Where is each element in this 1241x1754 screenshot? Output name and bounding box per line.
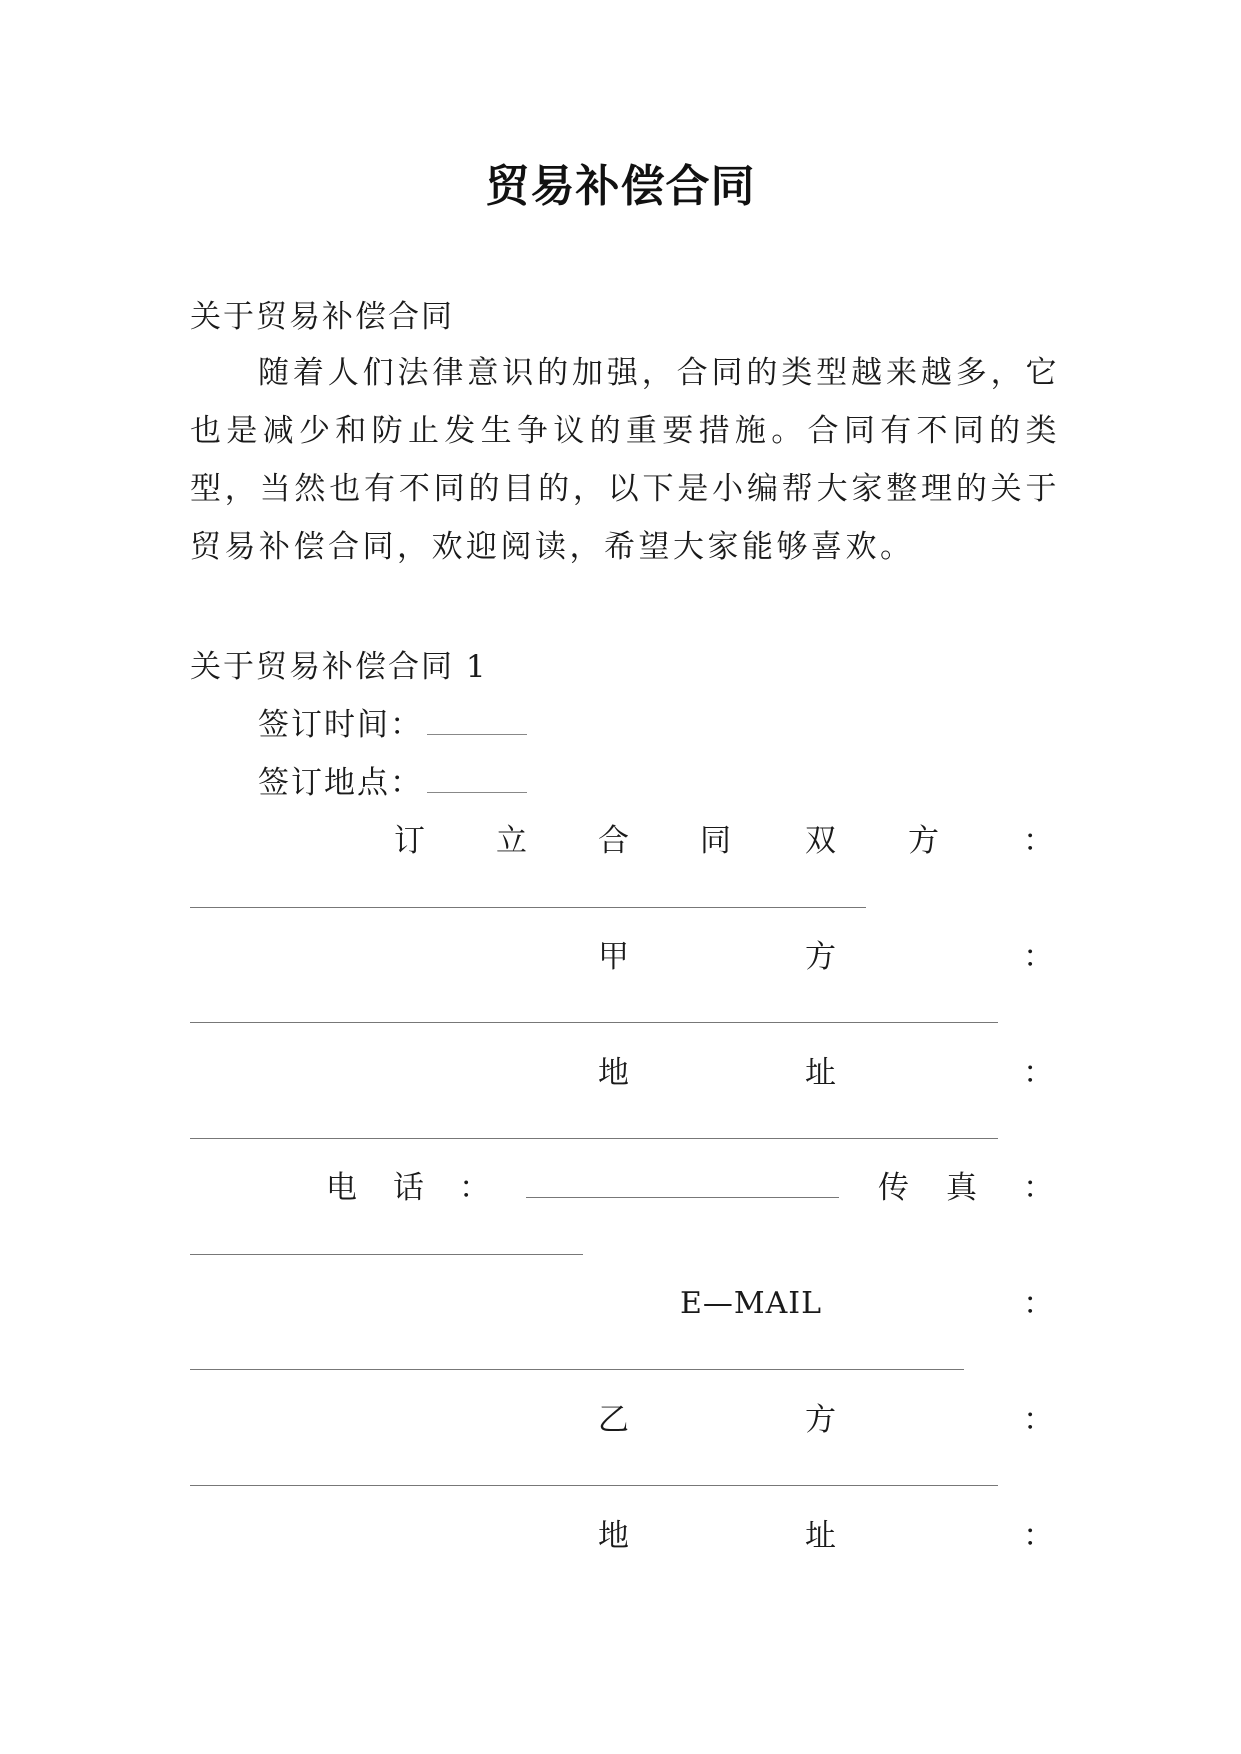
address-a-colon: ：: [1023, 1055, 1054, 1091]
parties-char-4: 同: [700, 823, 731, 859]
fax-char-1: 传: [878, 1170, 909, 1206]
phone-colon: ：: [459, 1170, 490, 1206]
section-heading: 关于贸易补偿合同 1: [190, 649, 488, 685]
email-colon: ：: [1023, 1286, 1054, 1322]
fax-colon: ：: [1023, 1170, 1054, 1206]
party-a-blank[interactable]: [190, 1022, 998, 1023]
parties-colon: ：: [1023, 823, 1054, 859]
party-b-colon: ：: [1023, 1402, 1054, 1438]
sign-place-line: [258, 763, 527, 803]
intro-paragraph: 随着人们法律意识的加强，合同的类型越来越多，它也是减少和防止发生争议的重要措施。合同有不同的类型，当然也有不同的目的，以下是小编帮大家整理的关于贸易补偿合同，欢迎阅读，希望大家能够喜欢。: [190, 355, 1060, 565]
party-b-char-1: 乙: [598, 1402, 629, 1438]
sign-time-blank[interactable]: [427, 710, 527, 735]
party-b-blank[interactable]: [190, 1485, 998, 1486]
fax-char-2: 真: [946, 1170, 977, 1206]
parties-char-5: 双: [805, 823, 836, 859]
phone-char-2: 话: [393, 1170, 424, 1206]
party-b-char-2: 方: [805, 1402, 836, 1438]
document-title: 贸易补偿合同: [485, 161, 756, 212]
parties-blank[interactable]: [190, 907, 866, 908]
address-b-char-2: 址: [805, 1518, 836, 1554]
parties-char-2: 立: [496, 823, 527, 859]
sign-time-label: 签订时间：: [258, 707, 423, 743]
parties-char-1: 订: [394, 823, 425, 859]
email-label: E—MAIL: [680, 1286, 823, 1321]
address-a-char-2: 址: [805, 1055, 836, 1091]
parties-char-3: 合: [598, 823, 629, 859]
sign-place-blank[interactable]: [427, 768, 527, 793]
party-a-char-2: 方: [805, 939, 836, 975]
party-a-char-1: 甲: [598, 939, 629, 975]
phone-blank[interactable]: [526, 1197, 839, 1198]
address-a-blank[interactable]: [190, 1138, 998, 1139]
address-b-char-1: 地: [598, 1518, 629, 1554]
fax-blank[interactable]: [190, 1254, 583, 1255]
address-a-char-1: 地: [598, 1055, 629, 1091]
sign-time-line: [258, 705, 527, 745]
sign-place-label: 签订地点：: [258, 765, 423, 801]
email-blank[interactable]: [190, 1369, 964, 1370]
parties-char-6: 方: [908, 823, 939, 859]
party-a-colon: ：: [1023, 939, 1054, 975]
intro-heading: 关于贸易补偿合同: [190, 299, 454, 335]
address-b-colon: ：: [1023, 1518, 1054, 1554]
phone-char-1: 电: [326, 1170, 357, 1206]
